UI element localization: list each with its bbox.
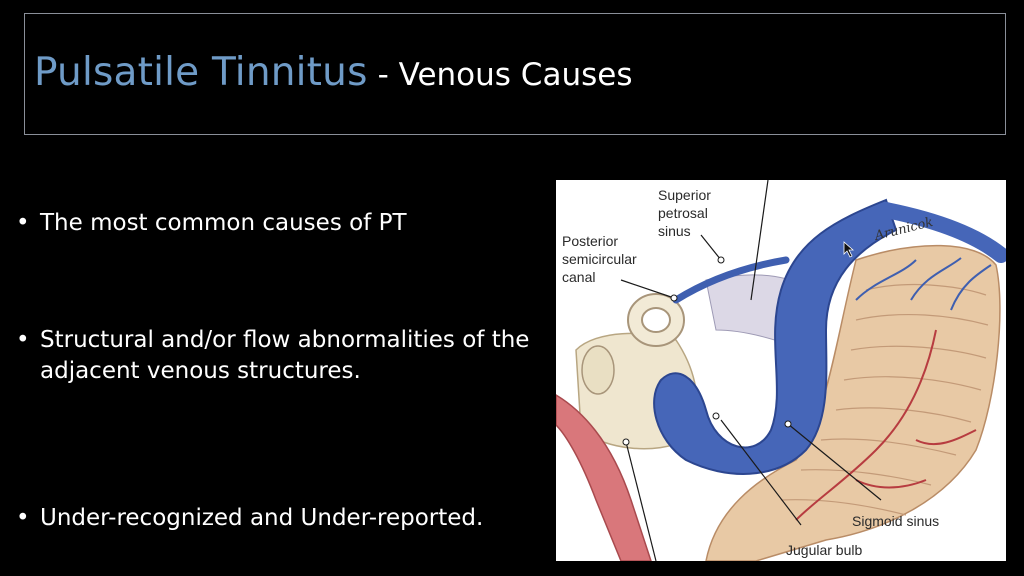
label-petrosal: petrosal bbox=[658, 205, 708, 221]
label-canal: canal bbox=[562, 269, 596, 285]
label-semicircular: semicircular bbox=[562, 251, 637, 267]
canal-inner bbox=[642, 308, 670, 332]
title-box bbox=[24, 13, 1006, 135]
bullet-item: • The most common causes of PT bbox=[14, 208, 544, 239]
title-main: Pulsatile Tinnitus bbox=[34, 50, 368, 95]
artist-signature: Arunicok bbox=[873, 214, 935, 244]
bullet-item: • Structural and/or flow abnormalities of the adjacent venous structures. bbox=[14, 325, 544, 387]
label-sigmoid-sinus: Sigmoid sinus bbox=[852, 513, 940, 529]
anatomy-svg bbox=[556, 180, 1006, 561]
label-sinus: sinus bbox=[658, 223, 691, 239]
cochlea bbox=[582, 346, 614, 394]
label-jugular-bulb: Jugular bulb bbox=[786, 542, 863, 558]
bullet-item: • Under-recognized and Under-reported. bbox=[14, 503, 544, 534]
label-superior: Superior bbox=[658, 187, 711, 203]
label-posterior: Posterior bbox=[562, 233, 619, 249]
slide-title bbox=[34, 50, 632, 95]
bullet-list bbox=[14, 208, 544, 531]
title-subtitle: - Venous Causes bbox=[377, 57, 633, 93]
anatomy-illustration bbox=[556, 180, 1006, 561]
